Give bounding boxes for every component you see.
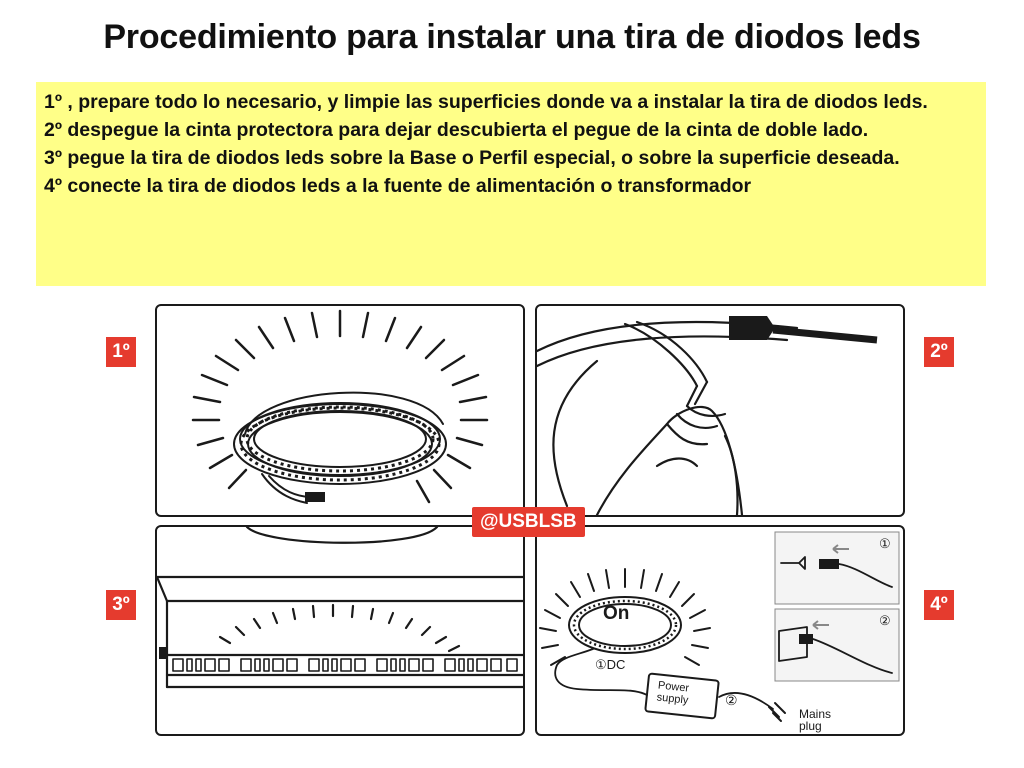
panel-step-3-illustration [155, 525, 525, 736]
inset-connector-2 [775, 609, 899, 681]
step-3-text: 3º pegue la tira de diodos leds sobre la Base o Perfil especial, o sobre la superficie deseada. [44, 147, 900, 169]
led-chip-row [173, 659, 517, 671]
peeling-tape-image [537, 306, 903, 515]
step-2-badge: 2º [924, 337, 954, 367]
mains-label-line1: Mains [799, 707, 832, 721]
inset-two-label: ② [879, 613, 891, 628]
panel-step-4-illustration [535, 525, 905, 736]
step-2-text: 2º despegue la cinta protectora para dejar descubierta el pegue de la cinta de doble lado. [44, 119, 869, 141]
power-supply-label-line1: Power [657, 679, 690, 695]
instructions-box [36, 82, 986, 286]
step-4-badge: 4º [924, 590, 954, 620]
inset-one-label: ① [879, 536, 891, 551]
coiled-led-strip-image [157, 306, 523, 515]
usblsb-watermark: @USBLSB [472, 507, 585, 537]
circle-two-label: ② [725, 692, 738, 708]
on-label: On [603, 603, 630, 624]
step-4-text: 4º conecte la tira de diodos leds a la fuente de alimentación o transformador [44, 175, 752, 197]
panel-step-1-illustration [155, 304, 525, 517]
page-title: Procedimiento para instalar una tira de diodos leds [103, 18, 921, 56]
mains-label-line2: plug [799, 719, 822, 733]
dc-label: ①DC [595, 657, 626, 672]
panel-step-2-illustration [535, 304, 905, 517]
inset-connector-1 [775, 532, 899, 604]
step-3-badge: 3º [106, 590, 136, 620]
power-connection-image [537, 527, 903, 734]
power-supply-label-line2: supply [656, 691, 689, 707]
step-1-text: 1º , prepare todo lo necesario, y limpie las superficies donde va a instalar la tira de diodos leds. [44, 91, 928, 113]
strip-on-profile-image [157, 527, 523, 734]
step-1-badge: 1º [106, 337, 136, 367]
